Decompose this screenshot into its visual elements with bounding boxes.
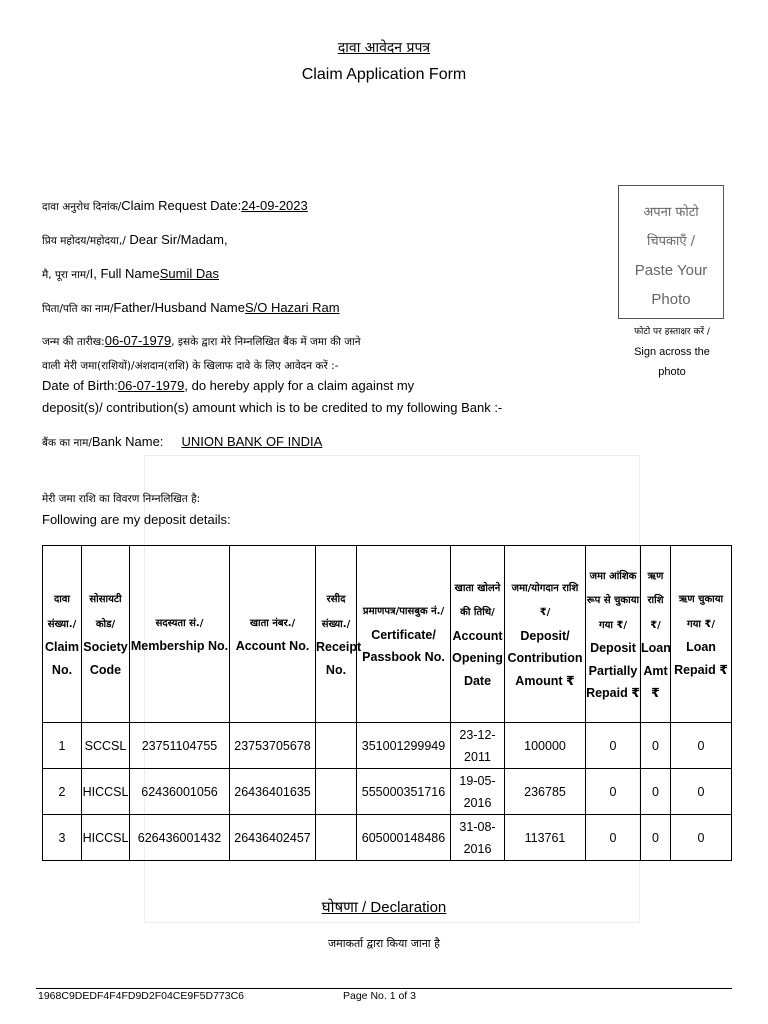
photo-text-hindi-1: अपना फोटो (643, 205, 699, 220)
dob-value-hindi: 06-07-1979 (104, 333, 172, 348)
col-receipt-no-label: Receipt No. (316, 640, 362, 677)
cell-receipt-no (316, 815, 357, 861)
cell-partially-repaid: 0 (586, 769, 641, 815)
dob-english-line1 (42, 378, 414, 393)
guardian-label: Father/Husband Name (113, 300, 245, 315)
cell-deposit-amount: 113761 (505, 815, 586, 861)
cell-claim-no: 2 (43, 769, 82, 815)
col-loan-repaid (671, 546, 732, 723)
bank-label: Bank Name: (91, 434, 164, 449)
photo-text-english-2: Photo (651, 291, 691, 308)
col-claim-no (43, 546, 82, 723)
cell-membership-no: 62436001056 (130, 769, 230, 815)
claim-request-date-value: 24-09-2023 (241, 198, 308, 213)
col-partially-repaid-label: Deposit Partially Repaid ₹ (586, 641, 640, 700)
col-loan-repaid-hindi: ऋण चुकाया गया ₹/ (678, 594, 724, 630)
col-opening-date (451, 546, 505, 723)
col-society-code-label: Society Code (83, 640, 128, 677)
bank-name-row (42, 434, 322, 450)
bank-name-value: UNION BANK OF INDIA (181, 434, 323, 449)
form-title: Claim Application Form (301, 66, 467, 83)
col-membership-no-label: Membership No. (130, 639, 229, 653)
col-loan-repaid-label: Loan Repaid ₹ (674, 640, 728, 677)
cell-loan-repaid: 0 (671, 815, 732, 861)
dob-hindi-line2 (42, 357, 338, 373)
salutation-row (42, 232, 228, 248)
cell-membership-no: 23751104755 (130, 723, 230, 769)
cell-account-no: 23753705678 (230, 723, 316, 769)
cell-society-code: HICCSL (82, 769, 130, 815)
declaration-title-hindi: घोषणा (321, 898, 358, 916)
photo-text-english-1: Paste Your (634, 262, 708, 279)
bank-label-hindi: बैंक का नाम/ (42, 437, 92, 449)
photo-text-hindi-2: चिपकाएँ / (646, 234, 696, 249)
col-loan-amount-hindi: ऋण राशि ₹/ (647, 570, 664, 631)
photo-caption-hindi: फोटो पर हस्ताक्षर करें / (634, 327, 710, 337)
table-row (43, 723, 732, 769)
dob-english-line2 (42, 400, 502, 415)
claim-request-label: Claim Request Date: (121, 198, 242, 213)
deposit-intro-hindi-text: मेरी जमा राशि का विवरण निम्नलिखित है: (42, 493, 201, 505)
photo-box[interactable] (618, 185, 724, 319)
deposit-intro-text: Following are my deposit details: (42, 512, 231, 527)
col-membership-no-hindi: सदस्यता सं./ (155, 617, 204, 629)
dob-label: Date of Birth: (42, 378, 118, 393)
cell-deposit-amount: 100000 (505, 723, 586, 769)
declaration-title: / Declaration (357, 899, 447, 916)
col-partially-repaid (586, 546, 641, 723)
col-opening-date-label: Account Opening Date (452, 628, 503, 688)
form-title-hindi: दावा आवेदन प्रपत्र (337, 40, 431, 56)
declaration-heading (0, 897, 768, 917)
dob-hindi-line1 (42, 333, 361, 349)
col-account-no-hindi: खाता नंबर./ (249, 617, 296, 629)
cell-receipt-no (316, 723, 357, 769)
cell-deposit-amount: 236785 (505, 769, 586, 815)
col-deposit-amount (505, 546, 586, 723)
cell-partially-repaid: 0 (586, 723, 641, 769)
document-id: 1968C9DEDF4F4FD9D2F04CE9F5D773C6 (38, 990, 245, 1002)
cell-claim-no: 1 (43, 723, 82, 769)
deposit-details-table (42, 545, 732, 861)
claim-statement: deposit(s)/ contribution(s) amount which is to be credited to my following Bank :- (42, 400, 503, 415)
col-membership-no (130, 546, 230, 723)
full-name-label: I, Full Name (89, 266, 160, 281)
cell-claim-no: 3 (43, 815, 82, 861)
col-receipt-no (316, 546, 362, 723)
col-certificate-no (357, 546, 451, 723)
photo-caption (604, 322, 740, 382)
cell-loan-repaid: 0 (671, 769, 732, 815)
cell-opening-date: 23-12-2011 (451, 723, 505, 769)
col-opening-date-hindi: खाता खोलने की तिथि/ (454, 582, 501, 619)
cell-society-code: SCCSL (82, 723, 130, 769)
cell-loan-repaid: 0 (671, 723, 732, 769)
cell-opening-date: 31-08-2016 (451, 815, 505, 861)
dob-value: 06-07-1979 (117, 378, 185, 393)
col-deposit-amount-label: Deposit/ Contribution Amount ₹ (507, 628, 583, 688)
guardian-name-value: S/O Hazari Ram (244, 300, 340, 315)
cell-loan-amount: 0 (641, 769, 671, 815)
dob-text-hindi: , इसके द्वारा मेरे निम्नलिखित बैंक में जमा की जाने (171, 336, 361, 348)
col-claim-no-label: Claim No. (44, 640, 80, 677)
guardian-name-row (42, 300, 340, 316)
col-account-no (230, 546, 316, 723)
claim-request-date-row (42, 198, 308, 214)
col-loan-amount (641, 546, 671, 723)
table-row (43, 769, 732, 815)
col-partially-repaid-hindi: जमा आंशिक रूप से चुकाया गया ₹/ (586, 570, 640, 631)
col-receipt-no-hindi: रसीद संख्या./ (321, 594, 351, 630)
photo-caption-english-2: photo (658, 366, 686, 378)
cell-account-no: 26436401635 (230, 769, 316, 815)
salutation-english: Dear Sir/Madam, (125, 232, 228, 247)
cell-partially-repaid: 0 (586, 815, 641, 861)
cell-membership-no: 626436001432 (130, 815, 230, 861)
col-claim-no-hindi: दावा संख्या./ (47, 594, 77, 630)
col-loan-amount-label: Loan Amt ₹ (641, 641, 671, 700)
declaration-subtitle: जमाकर्ता द्वारा किया जाना है (328, 937, 440, 950)
col-certificate-no-label: Certificate/ Passbook No. (362, 627, 445, 665)
deposit-intro (42, 512, 231, 527)
cell-certificate-no: 605000148486 (357, 815, 451, 861)
col-certificate-no-hindi: प्रमाणपत्र/पासबुक नं./ (362, 606, 445, 618)
col-deposit-amount-hindi: जमा/योगदान राशि ₹/ (511, 582, 579, 619)
page-number: Page No. 1 of 3 (343, 990, 416, 1002)
table-header-row (43, 546, 732, 723)
dob-label-hindi: जन्म की तारीख: (42, 336, 105, 348)
deposit-intro-hindi (42, 490, 200, 506)
cell-account-no: 26436402457 (230, 815, 316, 861)
cell-loan-amount: 0 (641, 723, 671, 769)
full-name-row (42, 266, 219, 282)
claim-statement-hindi: वाली मेरी जमा(राशियों)/अंशदान(राशि) के खिलाफ दावे के लिए आवेदन करें :- (42, 360, 339, 372)
full-name-label-hindi: मै, पूरा नाम/ (42, 269, 90, 281)
cell-certificate-no: 555000351716 (357, 769, 451, 815)
footer-divider (36, 988, 732, 989)
guardian-label-hindi: पिता/पति का नाम/ (42, 303, 114, 315)
cell-certificate-no: 351001299949 (357, 723, 451, 769)
photo-caption-english-1: Sign across the (634, 346, 710, 358)
cell-loan-amount: 0 (641, 815, 671, 861)
full-name-value: Sumil Das (159, 266, 219, 281)
cell-receipt-no (316, 769, 357, 815)
col-society-code-hindi: सोसायटी कोड/ (89, 594, 122, 630)
salutation-hindi: प्रिय महोदय/महोदया,/ (42, 235, 126, 247)
cell-society-code: HICCSL (82, 815, 130, 861)
table-row (43, 815, 732, 861)
col-society-code (82, 546, 130, 723)
cell-opening-date: 19-05-2016 (451, 769, 505, 815)
claim-request-label-hindi: दावा अनुरोध दिनांक/ (42, 201, 122, 213)
dob-text: , do hereby apply for a claim against my (184, 378, 415, 393)
col-account-no-label: Account No. (235, 639, 310, 653)
